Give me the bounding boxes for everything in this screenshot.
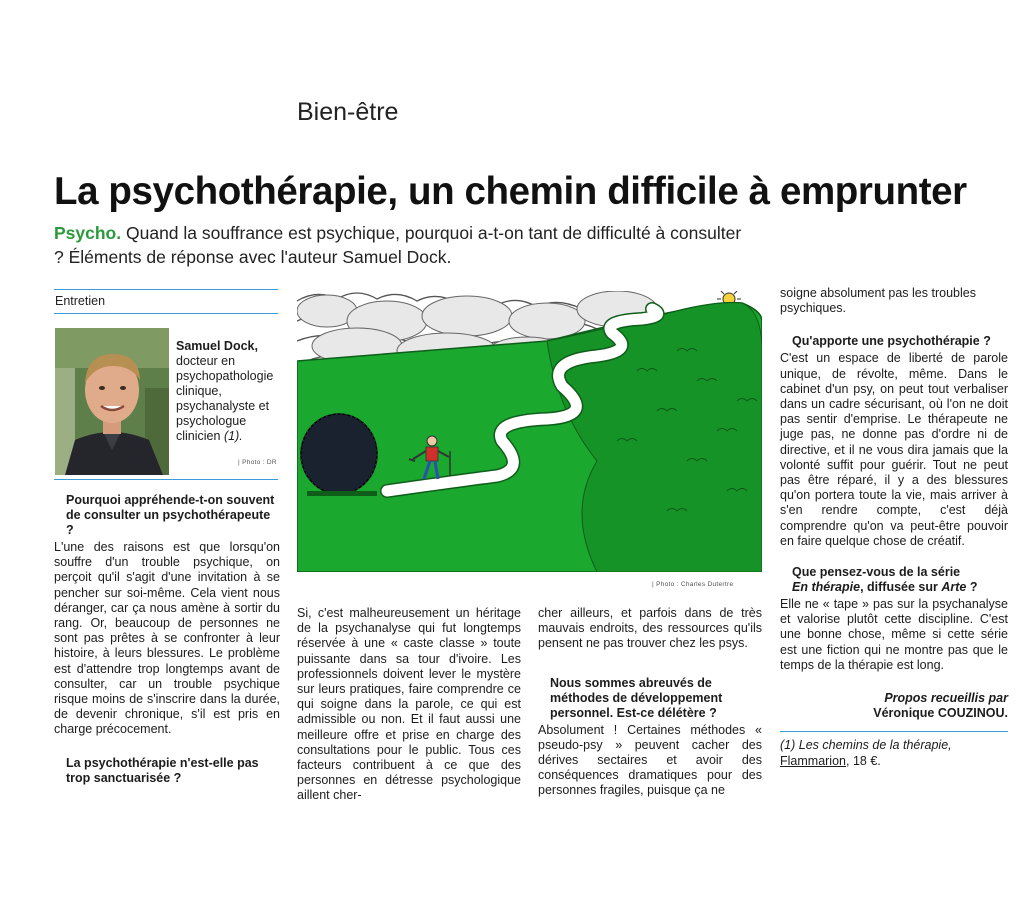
answer-3: Absolument ! Certaines méthodes « pseudo-psy » peuvent cacher des dérives sectaires et avoir des conséquences dramatiques pour des personnes fragiles, puisque ça ne <box>538 722 762 798</box>
label-rule <box>54 313 278 314</box>
answer-2-continued: cher ailleurs, et parfois dans de très mauvais endroits, des ressources qu'ils pensent ne pas trouver chez les psys. <box>538 606 762 651</box>
question-5-part-b: , diffusée sur <box>860 580 938 595</box>
question-5-part-d: ? <box>966 580 978 595</box>
bottom-rule <box>54 479 278 480</box>
footnote-rule <box>780 731 1008 732</box>
column-4 <box>780 286 1008 769</box>
signature-line-1: Propos recueillis par <box>884 691 1008 706</box>
standfirst-text: Quand la souffrance est psychique, pourquoi a-t-on tant de difficulté à consulter ? Éléments de réponse avec l'auteur Samuel Dock. <box>54 223 742 267</box>
photo-credit: | Photo : DR <box>238 459 277 466</box>
illustration <box>297 291 762 572</box>
answer-3-continued: soigne absolument pas les troubles psychiques. <box>780 286 976 316</box>
question-3: Nous sommes abreuvés de méthodes de développement personnel. Est-ce délétère ? <box>550 675 723 720</box>
author-portrait <box>55 328 169 475</box>
standfirst <box>54 221 754 269</box>
question-5-part-a: Que pensez-vous de la série <box>792 565 961 580</box>
question-5-series-title: En thérapie <box>792 580 861 595</box>
signature-line-2: Véronique COUZINOU. <box>873 706 1008 721</box>
column-2 <box>297 606 521 804</box>
author-bio <box>176 339 286 444</box>
answer-1: L'une des raisons est que lorsqu'on souffre d'un trouble psychique, on perçoit qu'il s'agit d'une invitation à se pencher sur soi-même. Cela vient nous déranger, car ça nous amène à sortir du rang. Or, beaucoup de personnes ne sont pas prêtes à se confronter à leur histoire, à leurs blessures. Le problème est d'attendre trop longtemps avant de consulter, car un trouble psychique risque moins de s'inscrire dans la durée, de devenir chronique, s'il est pris en charge précocement. <box>54 540 280 737</box>
portrait-image <box>55 328 169 475</box>
answer-4: C'est un espace de liberté de parole unique, de révolte, même. Dans le cabinet d'un psy, on peut tout verbaliser dans un cadre sécurisant, où l'on ne doit pas sentir d'emprise. Le thérapeute ne juge pas, ne donne pas d'ordre ni de directive, et il ne vous dira jamais que la volonté suffit pour guérir. Tout ne peut pas être réparé, il y a des blessures qu'on portera toute la vie, mais arriver à s'en rendre compte, c'est déjà comprendre qu'on va peut-être pouvoir en faire quelque chose de créatif. <box>780 351 1008 548</box>
headline: La psychothérapie, un chemin difficile à emprunter <box>54 170 967 213</box>
interview-label: Entretien <box>55 294 106 308</box>
footnote-publisher: Flammarion <box>780 753 846 768</box>
column-3 <box>538 606 762 799</box>
author-note-ref: (1). <box>223 429 243 443</box>
standfirst-kicker: Psycho. <box>54 223 122 243</box>
question-1: Pourquoi appréhende-t-on souvent de consulter un psychothérapeute ? <box>66 493 275 537</box>
answer-5: Elle ne « tape » pas sur la psychanalyse et valorise plutôt cette discipline. C'est une bonne chose, même si cette série est une fiction qui ne montre pas que le temps de la thérapie est long. <box>780 597 1008 672</box>
question-2: La psychothérapie n'est-elle pas trop sanctuarisée ? <box>66 755 259 785</box>
top-rule <box>54 289 278 290</box>
illustration-drawing <box>297 291 762 572</box>
footnote-price: , 18 €. <box>846 753 881 768</box>
question-4: Qu'apporte une psychothérapie ? <box>792 334 991 349</box>
answer-2: Si, c'est malheureusement un héritage de la psychanalyse qui fut longtemps réservée à une « caste classe » toute puissante dans sa tour d'ivoire. Les professionnels doivent lever le mystère sur leurs pratiques, faire comprendre ce qui soigne dans la parole, ce qui est admissible ou non. Et il faut aussi une meilleure offre et prise en charge des consultations pour le public. Tous ces facteurs contribuent à ce que des personnes en détresse psychologique aillent cher- <box>297 606 521 803</box>
column-1 <box>54 493 280 786</box>
author-name: Samuel Dock, <box>176 339 258 353</box>
footnote-prefix: (1) Les chemins de la thérapie, <box>780 738 952 753</box>
question-5 <box>780 565 1008 595</box>
author-description: docteur en psychopathologie clinique, psychanalyste et psychologue clinicien <box>176 354 274 443</box>
illustration-credit: | Photo : Charles Dutertre <box>652 581 734 588</box>
section-title: Bien-être <box>297 98 399 126</box>
question-5-channel: Arte <box>941 580 967 595</box>
footnote <box>780 738 1008 768</box>
